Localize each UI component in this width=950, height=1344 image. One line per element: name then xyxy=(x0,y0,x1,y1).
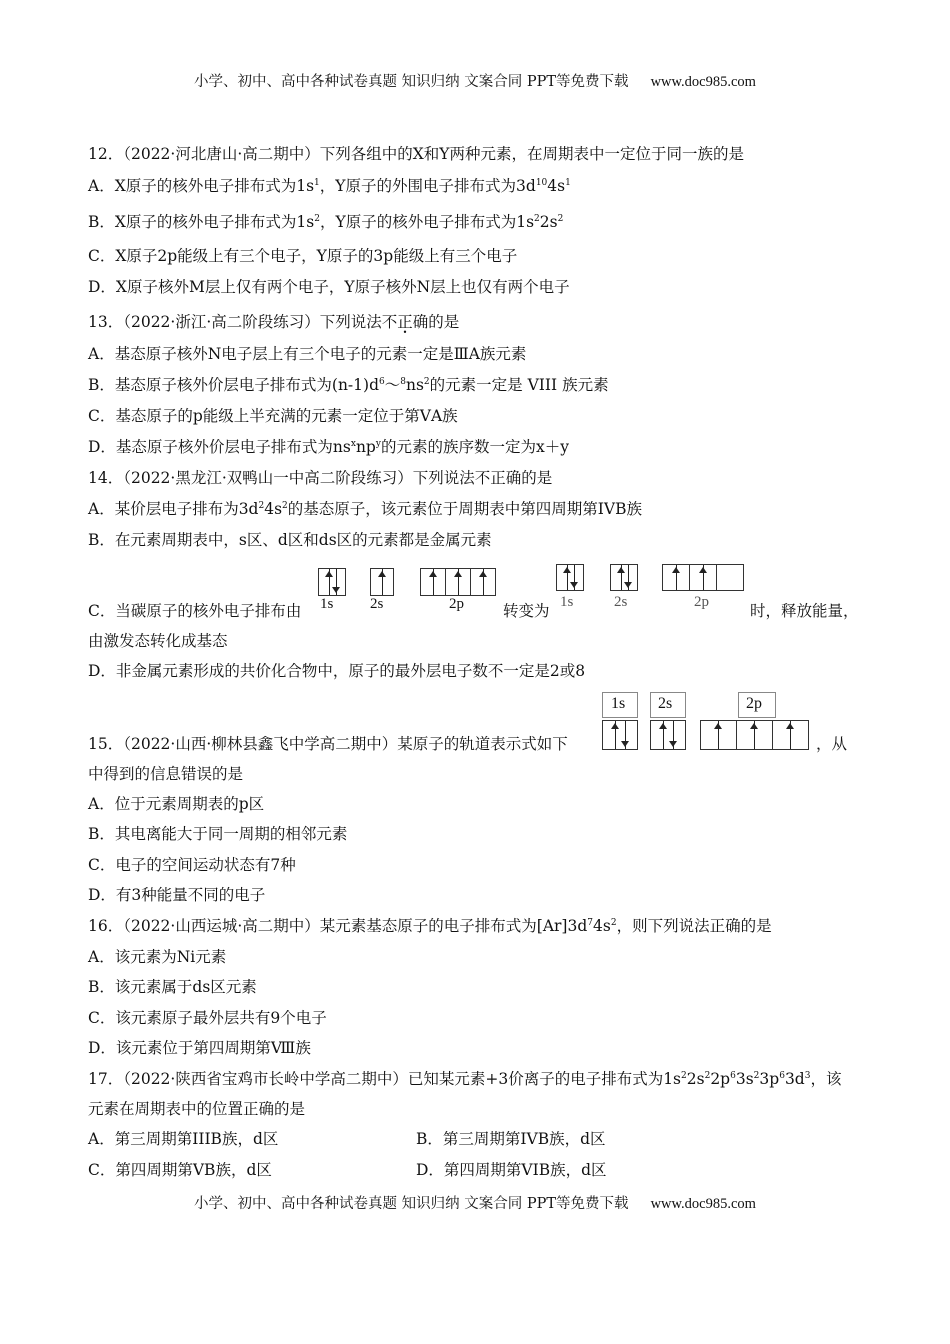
orbital-box-2p-1 xyxy=(662,564,690,591)
q14-option-a: A．某价层电子排布为$3d^24s^2$的基态原子，该元素位于周期表中第四周期第IVB族 xyxy=(88,500,642,518)
q17-option-b: B．第三周期第IVB族，d区 xyxy=(416,1130,606,1148)
q17-option-d: D．第四周期第VIB族，d区 xyxy=(416,1161,607,1179)
q13-option-b: B．基态原子核外价层电子排布式为$(n-1)d^6\sim^8ns^2$的元素一定是 VIII 族元素 xyxy=(88,376,609,394)
up-arrow-icon xyxy=(382,569,383,595)
q12-option-c: C．X原子2p能级上有三个电子，Y原子的3p能级上有三个电子 xyxy=(88,247,518,265)
q13-stem: 13．（2022·浙江·高二阶段练习）下列说法不正确的是 xyxy=(88,313,460,331)
q15-option-b: B．其电离能大于同一周期的相邻元素 xyxy=(88,825,348,843)
q14-option-c-part3: 时，释放能量， xyxy=(750,602,859,620)
header-site: www.doc985.com xyxy=(650,74,756,90)
up-arrow-icon xyxy=(663,721,664,749)
q15-option-c: C．电子的空间运动状态有7种 xyxy=(88,856,296,874)
orbital-box-2p-3 xyxy=(772,720,809,750)
orbital-box-1s xyxy=(556,564,584,591)
up-arrow-icon xyxy=(676,565,677,590)
q15-stem-part1: 15．（2022·山西·柳林县鑫飞中学高二期中）某原子的轨道表示式如下 xyxy=(88,735,568,753)
q12-option-d: D．X原子核外M层上仅有两个电子，Y原子核外N层上也仅有两个电子 xyxy=(88,278,570,296)
orbital-box-2p-3 xyxy=(470,568,496,596)
up-arrow-icon xyxy=(567,565,568,590)
down-arrow-icon xyxy=(574,565,575,590)
q16-option-d: D．该元素位于第四周期第Ⅷ族 xyxy=(88,1039,311,1057)
orbital-box-2p-3 xyxy=(716,564,744,591)
orbital-box-2p-2 xyxy=(689,564,717,591)
orbital-label-1s: 1s xyxy=(320,596,334,612)
orbital-diagram-q15 xyxy=(602,692,812,752)
q17-stem: 17．（2022·陕西省宝鸡市长岭中学高二期中）已知某元素+3价离子的电子排布式为$1s^22s^22p^63s^23p^63d^3$，该 xyxy=(88,1070,842,1088)
q13-option-d: D．基态原子核外价层电子排布式为$ns^xnp^y$的元素的族序数一定为x＋y xyxy=(88,438,569,456)
q15-option-a: A．位于元素周期表的p区 xyxy=(88,795,265,813)
q17-option-a: A．第三周期第IIIB族，d区 xyxy=(88,1130,279,1148)
q16-option-c: C．该元素原子最外层共有9个电子 xyxy=(88,1009,327,1027)
up-arrow-icon xyxy=(483,569,484,595)
orbital-label-2p: 2p xyxy=(694,594,709,610)
orbital-header-1s xyxy=(602,692,638,718)
orbital-box-1s xyxy=(602,720,638,750)
orbital-box-2s xyxy=(610,564,638,591)
q12-option-b: B．X原子的核外电子排布式为$1s^2$，Y原子的核外电子排布式为$1s^22s^2$ xyxy=(88,213,564,231)
footer-site: www.doc985.com xyxy=(650,1196,756,1212)
orbital-box-2p-1 xyxy=(700,720,737,750)
q13-option-c: C．基态原子的p能级上半充满的元素一定位于第ⅤA族 xyxy=(88,407,458,425)
orbital-header-2s xyxy=(650,692,686,718)
q14-option-c-line2: 由激发态转化成基态 xyxy=(88,632,228,650)
q14-option-d: D．非金属元素形成的共价化合物中，原子的最外层电子数不一定是2或8 xyxy=(88,662,586,680)
orbital-box-2s xyxy=(370,568,394,596)
down-arrow-icon xyxy=(625,721,626,749)
q13-option-a: A．基态原子核外N电子层上有三个电子的元素一定是ⅢA族元素 xyxy=(88,345,527,363)
q17-option-c: C．第四周期第VB族，d区 xyxy=(88,1161,272,1179)
orbital-label-2s: 2s xyxy=(370,596,384,612)
orbital-label-2s: 2s xyxy=(658,695,673,712)
orbital-label-1s: 1s xyxy=(611,695,626,712)
up-arrow-icon xyxy=(790,721,791,749)
orbital-label-2p: 2p xyxy=(746,695,762,712)
q16-option-b: B．该元素属于ds区元素 xyxy=(88,978,257,996)
page-footer xyxy=(0,1192,950,1213)
up-arrow-icon xyxy=(458,569,459,595)
orbital-box-2p-2 xyxy=(736,720,773,750)
q16-stem: 16．（2022·山西运城·高二期中）某元素基态原子的电子排布式为$[Ar]3d^74s^2$，则下列说法正确的是 xyxy=(88,917,772,935)
q12-stem: 12．（2022·河北唐山·高二期中）下列各组中的X和Y两种元素，在周期表中一定位于同一族的是 xyxy=(88,145,745,163)
down-arrow-icon xyxy=(673,721,674,749)
q14-option-b: B．在元素周期表中，s区、d区和ds区的元素都是金属元素 xyxy=(88,531,492,549)
q14-option-c-part2: 转变为 xyxy=(503,602,550,620)
orbital-label-2p: 2p xyxy=(449,596,464,612)
emphasis-dots: 不正确 xyxy=(381,313,429,331)
q14-stem: 14．（2022·黑龙江·双鸭山一中高二阶段练习）下列说法不正确的是 xyxy=(88,469,553,487)
orbital-label-2s: 2s xyxy=(614,594,628,610)
orbital-header-2p xyxy=(738,692,776,718)
orbital-box-2p-2 xyxy=(445,568,471,596)
up-arrow-icon xyxy=(615,721,616,749)
orbital-box-2s xyxy=(650,720,686,750)
q14-option-c-part1: C．当碳原子的核外电子排布由 xyxy=(88,602,302,620)
orbital-box-2p-1 xyxy=(420,568,446,596)
up-arrow-icon xyxy=(433,569,434,595)
orbital-box-1s xyxy=(318,568,346,596)
down-arrow-icon xyxy=(336,569,337,595)
up-arrow-icon xyxy=(329,569,330,595)
header-text: 小学、初中、高中各种试卷真题 知识归纳 文案合同 PPT等免费下载 xyxy=(194,74,629,90)
page-header xyxy=(0,70,950,91)
q15-option-d: D．有3种能量不同的电子 xyxy=(88,886,266,904)
orbital-label-1s: 1s xyxy=(560,594,574,610)
orbital-diagram-ground xyxy=(556,564,746,614)
q12-option-a: A．X原子的核外电子排布式为$1s^1$，Y原子的外围电子排布式为$3d^{10}4s^1$ xyxy=(88,177,571,195)
footer-text: 小学、初中、高中各种试卷真题 知识归纳 文案合同 PPT等免费下载 xyxy=(194,1196,629,1212)
down-arrow-icon xyxy=(628,565,629,590)
q15-stem-line2: 中得到的信息错误的是 xyxy=(88,765,244,783)
up-arrow-icon xyxy=(621,565,622,590)
up-arrow-icon xyxy=(754,721,755,749)
q16-option-a: A．该元素为Ni元素 xyxy=(88,948,227,966)
orbital-diagram-excited xyxy=(318,568,498,616)
up-arrow-icon xyxy=(703,565,704,590)
q17-stem-line2: 元素在周期表中的位置正确的是 xyxy=(88,1100,306,1118)
q15-stem-part2: ，从 xyxy=(816,735,848,753)
up-arrow-icon xyxy=(718,721,719,749)
